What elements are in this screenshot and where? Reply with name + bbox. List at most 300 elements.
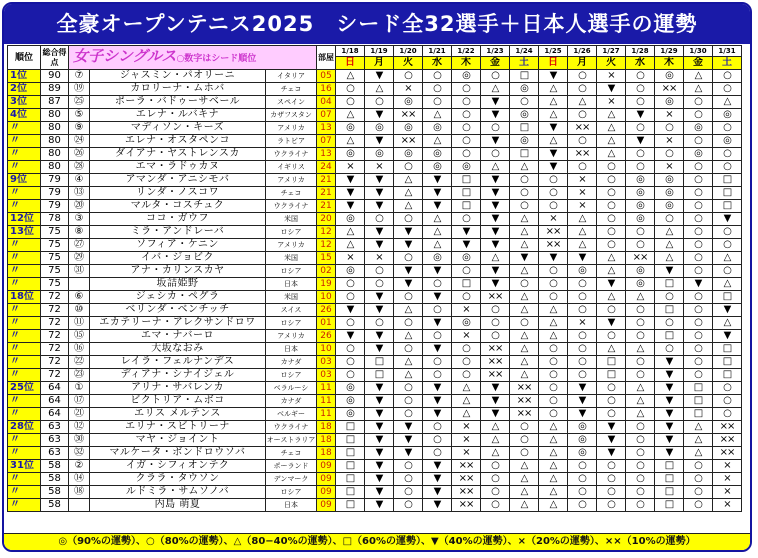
fortune-mark: ○ bbox=[684, 200, 713, 213]
fortune-mark: ○ bbox=[713, 382, 742, 395]
fortune-mark: ▼ bbox=[423, 486, 452, 499]
player-row bbox=[8, 408, 742, 421]
fortune-mark: ○ bbox=[394, 408, 423, 421]
weekday-header: 日 bbox=[336, 57, 365, 70]
section-label bbox=[69, 46, 317, 70]
fortune-mark: ×× bbox=[510, 382, 539, 395]
fortune-mark: ○ bbox=[481, 317, 510, 330]
fortune-mark: ▼ bbox=[423, 317, 452, 330]
fortune-mark: △ bbox=[423, 135, 452, 148]
fortune-mark: △ bbox=[394, 174, 423, 187]
bu-cell: 24 bbox=[317, 161, 336, 174]
fortune-mark: ▼ bbox=[365, 447, 394, 460]
fortune-mark: ▼ bbox=[655, 265, 684, 278]
fortune-mark: ○ bbox=[684, 369, 713, 382]
fortune-mark: ◎ bbox=[713, 109, 742, 122]
fortune-mark: ○ bbox=[481, 148, 510, 161]
fortune-mark: ▼ bbox=[481, 213, 510, 226]
fortune-mark: △ bbox=[510, 330, 539, 343]
player-row bbox=[8, 252, 742, 265]
seed-cell: ③ bbox=[69, 213, 90, 226]
fortune-mark: ○ bbox=[452, 213, 481, 226]
fortune-mark: ○ bbox=[394, 343, 423, 356]
fortune-mark: ◎ bbox=[336, 213, 365, 226]
player-name: ベリンダ・ベンチッチ bbox=[90, 304, 266, 317]
fortune-mark: ▼ bbox=[481, 239, 510, 252]
fortune-mark: ▼ bbox=[597, 83, 626, 96]
fortune-mark: ○ bbox=[394, 486, 423, 499]
fortune-mark: ◎ bbox=[626, 187, 655, 200]
bu-cell: 01 bbox=[317, 317, 336, 330]
fortune-mark: ▼ bbox=[423, 499, 452, 512]
country-cell: ロシア bbox=[266, 265, 317, 278]
date-header: 1/21 bbox=[423, 46, 452, 57]
fortune-mark: ○ bbox=[597, 408, 626, 421]
bu-cell: 26 bbox=[317, 304, 336, 317]
fortune-mark: ○ bbox=[684, 174, 713, 187]
fortune-mark: □ bbox=[452, 174, 481, 187]
points-cell: 80 bbox=[41, 148, 69, 161]
fortune-mark: ◎ bbox=[394, 148, 423, 161]
fortune-mark: △ bbox=[394, 356, 423, 369]
date-header: 1/19 bbox=[365, 46, 394, 57]
player-row bbox=[8, 96, 742, 109]
fortune-mark: △ bbox=[539, 109, 568, 122]
fortune-mark: ◎ bbox=[452, 161, 481, 174]
points-cell: 89 bbox=[41, 83, 69, 96]
fortune-mark: ▼ bbox=[655, 447, 684, 460]
fortune-mark: ○ bbox=[394, 213, 423, 226]
rank-cell: 2位 bbox=[8, 83, 41, 96]
fortune-mark: ▼ bbox=[655, 369, 684, 382]
player-row bbox=[8, 291, 742, 304]
fortune-mark: ×× bbox=[481, 369, 510, 382]
fortune-mark: □ bbox=[713, 174, 742, 187]
fortune-mark: ◎ bbox=[568, 447, 597, 460]
fortune-mark: ○ bbox=[626, 239, 655, 252]
fortune-mark: ▼ bbox=[394, 226, 423, 239]
fortune-mark: ○ bbox=[626, 447, 655, 460]
points-cell: 79 bbox=[41, 187, 69, 200]
fortune-mark: ○ bbox=[655, 291, 684, 304]
fortune-mark: ○ bbox=[626, 96, 655, 109]
fortune-mark: □ bbox=[336, 486, 365, 499]
fortune-mark: ▼ bbox=[452, 226, 481, 239]
fortune-mark: ○ bbox=[684, 226, 713, 239]
fortune-mark: △ bbox=[655, 239, 684, 252]
rank-cell: 〃 bbox=[8, 408, 41, 421]
country-cell: ベラルーシ bbox=[266, 382, 317, 395]
fortune-mark: ▼ bbox=[452, 239, 481, 252]
country-cell: ベルギー bbox=[266, 408, 317, 421]
bu-cell: 09 bbox=[317, 499, 336, 512]
fortune-mark: ○ bbox=[452, 369, 481, 382]
fortune-mark: △ bbox=[510, 473, 539, 486]
fortune-mark: ○ bbox=[336, 83, 365, 96]
seed-cell: ㉜ bbox=[69, 447, 90, 460]
player-name: ポーラ・バドゥーサベール bbox=[90, 96, 266, 109]
fortune-mark: ◎ bbox=[365, 148, 394, 161]
fortune-mark: ○ bbox=[452, 135, 481, 148]
fortune-mark: △ bbox=[510, 499, 539, 512]
rank-cell: 12位 bbox=[8, 213, 41, 226]
fortune-mark: ○ bbox=[713, 395, 742, 408]
seed-cell: ⑲ bbox=[69, 83, 90, 96]
fortune-mark: △ bbox=[452, 382, 481, 395]
rank-cell: 〃 bbox=[8, 304, 41, 317]
fortune-mark: ○ bbox=[394, 473, 423, 486]
fortune-mark: □ bbox=[336, 499, 365, 512]
fortune-mark: ▼ bbox=[481, 135, 510, 148]
fortune-mark: ▼ bbox=[481, 109, 510, 122]
fortune-mark: ▼ bbox=[423, 265, 452, 278]
fortune-mark: × bbox=[713, 460, 742, 473]
fortune-mark: □ bbox=[597, 369, 626, 382]
player-name: 内島 萌夏 bbox=[90, 499, 266, 512]
country-cell: カナダ bbox=[266, 356, 317, 369]
fortune-mark: □ bbox=[655, 473, 684, 486]
seed-cell: ① bbox=[69, 382, 90, 395]
points-cell: 87 bbox=[41, 96, 69, 109]
fortune-mark: ○ bbox=[423, 70, 452, 83]
fortune-mark: □ bbox=[510, 70, 539, 83]
player-name: マヤ・ジョイント bbox=[90, 434, 266, 447]
fortune-mark: ▼ bbox=[655, 395, 684, 408]
bu-cell: 19 bbox=[317, 278, 336, 291]
fortune-mark: ▼ bbox=[365, 291, 394, 304]
fortune-mark: △ bbox=[510, 486, 539, 499]
fortune-mark: △ bbox=[510, 239, 539, 252]
fortune-mark: □ bbox=[336, 421, 365, 434]
fortune-mark: ○ bbox=[684, 486, 713, 499]
fortune-mark: ○ bbox=[684, 135, 713, 148]
fortune-mark: ×× bbox=[713, 434, 742, 447]
fortune-mark: × bbox=[713, 499, 742, 512]
fortune-mark: ○ bbox=[510, 200, 539, 213]
fortune-mark: ▼ bbox=[597, 447, 626, 460]
player-name: 坂詰姫野 bbox=[90, 278, 266, 291]
player-row bbox=[8, 278, 742, 291]
points-cell: 72 bbox=[41, 369, 69, 382]
fortune-mark: ○ bbox=[394, 70, 423, 83]
fortune-mark: ○ bbox=[626, 317, 655, 330]
player-row bbox=[8, 265, 742, 278]
fortune-table bbox=[7, 45, 742, 512]
country-cell: 日本 bbox=[266, 499, 317, 512]
fortune-mark: △ bbox=[365, 83, 394, 96]
fortune-mark: ×× bbox=[568, 122, 597, 135]
fortune-mark: ○ bbox=[597, 213, 626, 226]
fortune-mark: × bbox=[336, 161, 365, 174]
fortune-mark: ○ bbox=[655, 122, 684, 135]
fortune-mark: ▼ bbox=[539, 161, 568, 174]
fortune-mark: ◎ bbox=[423, 161, 452, 174]
player-row bbox=[8, 135, 742, 148]
player-name: ビクトリア・ムボコ bbox=[90, 395, 266, 408]
fortune-mark: ×× bbox=[539, 226, 568, 239]
bu-cell: 05 bbox=[317, 70, 336, 83]
fortune-mark: ○ bbox=[597, 330, 626, 343]
fortune-mark: ▼ bbox=[365, 421, 394, 434]
fortune-mark: × bbox=[655, 135, 684, 148]
fortune-mark: ×× bbox=[452, 473, 481, 486]
country-cell: カザフスタン bbox=[266, 109, 317, 122]
fortune-mark: ○ bbox=[423, 434, 452, 447]
fortune-mark: △ bbox=[626, 395, 655, 408]
fortune-mark: □ bbox=[684, 395, 713, 408]
fortune-mark: ◎ bbox=[336, 382, 365, 395]
fortune-mark: ○ bbox=[568, 343, 597, 356]
fortune-mark: ▼ bbox=[481, 174, 510, 187]
fortune-mark: ○ bbox=[510, 187, 539, 200]
fortune-mark: × bbox=[713, 486, 742, 499]
fortune-mark: ▼ bbox=[365, 460, 394, 473]
fortune-mark: ○ bbox=[713, 239, 742, 252]
player-name: エマ・ナバーロ bbox=[90, 330, 266, 343]
player-name: マルタ・コスチュク bbox=[90, 200, 266, 213]
fortune-mark: ◎ bbox=[655, 200, 684, 213]
fortune-mark: ▼ bbox=[394, 278, 423, 291]
fortune-mark: △ bbox=[481, 161, 510, 174]
date-header: 1/18 bbox=[336, 46, 365, 57]
legend: ◎（90%の運勢）、○（80%の運勢）、△（80−40%の運勢）、□（60%の運勢）、▼（40%の運勢）、×（20%の運勢）、××（10%の運勢） bbox=[4, 533, 750, 550]
player-row bbox=[8, 148, 742, 161]
fortune-mark: ○ bbox=[626, 473, 655, 486]
fortune-mark: ○ bbox=[626, 161, 655, 174]
fortune-mark: ○ bbox=[336, 96, 365, 109]
fortune-mark: ▼ bbox=[365, 486, 394, 499]
fortune-mark: ◎ bbox=[626, 200, 655, 213]
seed-cell: ㉛ bbox=[69, 265, 90, 278]
points-cell: 75 bbox=[41, 239, 69, 252]
rank-cell: 〃 bbox=[8, 252, 41, 265]
points-cell: 58 bbox=[41, 460, 69, 473]
seed-cell: ㉙ bbox=[69, 252, 90, 265]
fortune-mark: ▼ bbox=[481, 226, 510, 239]
fortune-mark: ▼ bbox=[336, 174, 365, 187]
fortune-mark: △ bbox=[336, 109, 365, 122]
fortune-mark: ○ bbox=[568, 356, 597, 369]
fortune-mark: ○ bbox=[539, 343, 568, 356]
fortune-mark: ▼ bbox=[365, 499, 394, 512]
fortune-mark: ○ bbox=[568, 330, 597, 343]
fortune-mark: ▼ bbox=[713, 213, 742, 226]
weekday-header: 月 bbox=[365, 57, 394, 70]
fortune-mark: ○ bbox=[597, 382, 626, 395]
bu-cell: 02 bbox=[317, 265, 336, 278]
fortune-mark: △ bbox=[539, 499, 568, 512]
player-row bbox=[8, 421, 742, 434]
fortune-mark: △ bbox=[423, 226, 452, 239]
fortune-mark: ○ bbox=[452, 291, 481, 304]
fortune-mark: ○ bbox=[365, 213, 394, 226]
fortune-mark: ▼ bbox=[539, 148, 568, 161]
fortune-mark: ▼ bbox=[423, 460, 452, 473]
player-row bbox=[8, 356, 742, 369]
fortune-mark: × bbox=[655, 161, 684, 174]
seed-cell: ⑰ bbox=[69, 395, 90, 408]
country-cell: ウクライナ bbox=[266, 421, 317, 434]
weekday-header: 土 bbox=[510, 57, 539, 70]
fortune-mark: ▼ bbox=[336, 187, 365, 200]
fortune-mark: ▼ bbox=[510, 252, 539, 265]
fortune-mark: ○ bbox=[684, 499, 713, 512]
fortune-mark: △ bbox=[510, 304, 539, 317]
seed-cell: ② bbox=[69, 460, 90, 473]
rank-cell: 〃 bbox=[8, 187, 41, 200]
fortune-mark: ▼ bbox=[394, 421, 423, 434]
points-cell: 80 bbox=[41, 122, 69, 135]
country-cell: ポーランド bbox=[266, 460, 317, 473]
country-cell: アメリカ bbox=[266, 174, 317, 187]
player-row bbox=[8, 395, 742, 408]
fortune-mark: ▼ bbox=[365, 109, 394, 122]
fortune-mark: ○ bbox=[597, 161, 626, 174]
points-cell: 75 bbox=[41, 226, 69, 239]
fortune-mark: ○ bbox=[336, 278, 365, 291]
bu-cell: 12 bbox=[317, 239, 336, 252]
rank-cell: 〃 bbox=[8, 265, 41, 278]
section-note: ○数字はシード順位 bbox=[176, 54, 257, 64]
fortune-mark: ×× bbox=[510, 408, 539, 421]
fortune-mark: ×× bbox=[626, 252, 655, 265]
fortune-mark: △ bbox=[539, 447, 568, 460]
bu-cell: 09 bbox=[317, 460, 336, 473]
fortune-mark: ○ bbox=[626, 356, 655, 369]
fortune-mark: ○ bbox=[394, 499, 423, 512]
fortune-mark: ○ bbox=[539, 291, 568, 304]
weekday-header: 木 bbox=[452, 57, 481, 70]
rank-cell: 〃 bbox=[8, 486, 41, 499]
bu-cell: 18 bbox=[317, 421, 336, 434]
fortune-mark: ○ bbox=[336, 343, 365, 356]
fortune-mark: ◎ bbox=[452, 252, 481, 265]
fortune-mark: △ bbox=[539, 317, 568, 330]
fortune-mark: △ bbox=[684, 421, 713, 434]
fortune-mark: ▼ bbox=[365, 135, 394, 148]
seed-cell: ⑪ bbox=[69, 317, 90, 330]
fortune-mark: △ bbox=[481, 252, 510, 265]
fortune-mark: ○ bbox=[713, 265, 742, 278]
fortune-mark: ◎ bbox=[394, 96, 423, 109]
fortune-mark: ▼ bbox=[394, 239, 423, 252]
fortune-mark: ◎ bbox=[655, 70, 684, 83]
points-cell: 64 bbox=[41, 382, 69, 395]
points-cell: 72 bbox=[41, 330, 69, 343]
fortune-mark: ○ bbox=[713, 122, 742, 135]
fortune-mark: ▼ bbox=[365, 343, 394, 356]
fortune-mark: ○ bbox=[684, 304, 713, 317]
fortune-mark: △ bbox=[713, 96, 742, 109]
rank-cell: 18位 bbox=[8, 291, 41, 304]
player-name: レイラ・フェルナンデス bbox=[90, 356, 266, 369]
fortune-mark: ○ bbox=[684, 187, 713, 200]
fortune-mark: ▼ bbox=[394, 447, 423, 460]
player-row bbox=[8, 369, 742, 382]
bu-cell: 18 bbox=[317, 434, 336, 447]
fortune-mark: △ bbox=[684, 434, 713, 447]
points-cell: 80 bbox=[41, 109, 69, 122]
fortune-mark: △ bbox=[510, 291, 539, 304]
fortune-mark: ◎ bbox=[713, 135, 742, 148]
seed-cell: ㉗ bbox=[69, 239, 90, 252]
fortune-mark: △ bbox=[481, 447, 510, 460]
seed-cell: ㉚ bbox=[69, 434, 90, 447]
fortune-mark: □ bbox=[655, 499, 684, 512]
fortune-mark: ○ bbox=[481, 460, 510, 473]
rank-cell: 25位 bbox=[8, 382, 41, 395]
rank-cell: 〃 bbox=[8, 330, 41, 343]
player-name: ディアナ・シナイジェル bbox=[90, 369, 266, 382]
fortune-mark: □ bbox=[713, 369, 742, 382]
fortune-mark: ×× bbox=[452, 499, 481, 512]
fortune-mark: ○ bbox=[597, 304, 626, 317]
fortune-mark: ○ bbox=[336, 317, 365, 330]
fortune-mark: ○ bbox=[568, 291, 597, 304]
fortune-mark: □ bbox=[684, 408, 713, 421]
fortune-mark: ○ bbox=[568, 135, 597, 148]
fortune-mark: ○ bbox=[568, 109, 597, 122]
rank-cell: 〃 bbox=[8, 343, 41, 356]
fortune-mark: ○ bbox=[481, 486, 510, 499]
fortune-mark: ◎ bbox=[684, 122, 713, 135]
points-header: 総合得点 bbox=[41, 46, 69, 70]
date-header: 1/20 bbox=[394, 46, 423, 57]
fortune-mark: ○ bbox=[510, 278, 539, 291]
fortune-mark: ○ bbox=[481, 70, 510, 83]
country-cell: チェコ bbox=[266, 447, 317, 460]
seed-cell bbox=[69, 278, 90, 291]
rank-cell: 〃 bbox=[8, 200, 41, 213]
seed-cell: ㉒ bbox=[69, 356, 90, 369]
seed-cell: ⑨ bbox=[69, 122, 90, 135]
player-row bbox=[8, 382, 742, 395]
fortune-mark: ○ bbox=[452, 343, 481, 356]
bu-cell: 11 bbox=[317, 395, 336, 408]
points-cell: 72 bbox=[41, 343, 69, 356]
fortune-mark: ▼ bbox=[423, 200, 452, 213]
country-cell: アメリカ bbox=[266, 239, 317, 252]
country-cell: 米国 bbox=[266, 291, 317, 304]
fortune-mark: ○ bbox=[626, 434, 655, 447]
weekday-header: 金 bbox=[481, 57, 510, 70]
fortune-mark: ▼ bbox=[481, 382, 510, 395]
player-name: イバ・ジョビク bbox=[90, 252, 266, 265]
fortune-mark: ▼ bbox=[655, 356, 684, 369]
country-cell: カナダ bbox=[266, 395, 317, 408]
fortune-mark: ○ bbox=[597, 395, 626, 408]
country-cell: アメリカ bbox=[266, 122, 317, 135]
seed-cell bbox=[69, 499, 90, 512]
player-row bbox=[8, 161, 742, 174]
fortune-mark: ▼ bbox=[481, 395, 510, 408]
player-row bbox=[8, 304, 742, 317]
fortune-mark: ◎ bbox=[365, 122, 394, 135]
rank-cell: 〃 bbox=[8, 434, 41, 447]
fortune-mark: △ bbox=[713, 252, 742, 265]
fortune-mark: ×× bbox=[481, 291, 510, 304]
fortune-mark: ▼ bbox=[655, 382, 684, 395]
fortune-mark: ▼ bbox=[568, 408, 597, 421]
fortune-mark: ▼ bbox=[365, 70, 394, 83]
fortune-mark: ◎ bbox=[336, 408, 365, 421]
fortune-mark: ▼ bbox=[655, 434, 684, 447]
player-name: クララ・タウソン bbox=[90, 473, 266, 486]
fortune-mark: △ bbox=[510, 356, 539, 369]
bu-cell: 20 bbox=[317, 213, 336, 226]
fortune-mark: ○ bbox=[626, 83, 655, 96]
seed-cell: ㉕ bbox=[69, 96, 90, 109]
